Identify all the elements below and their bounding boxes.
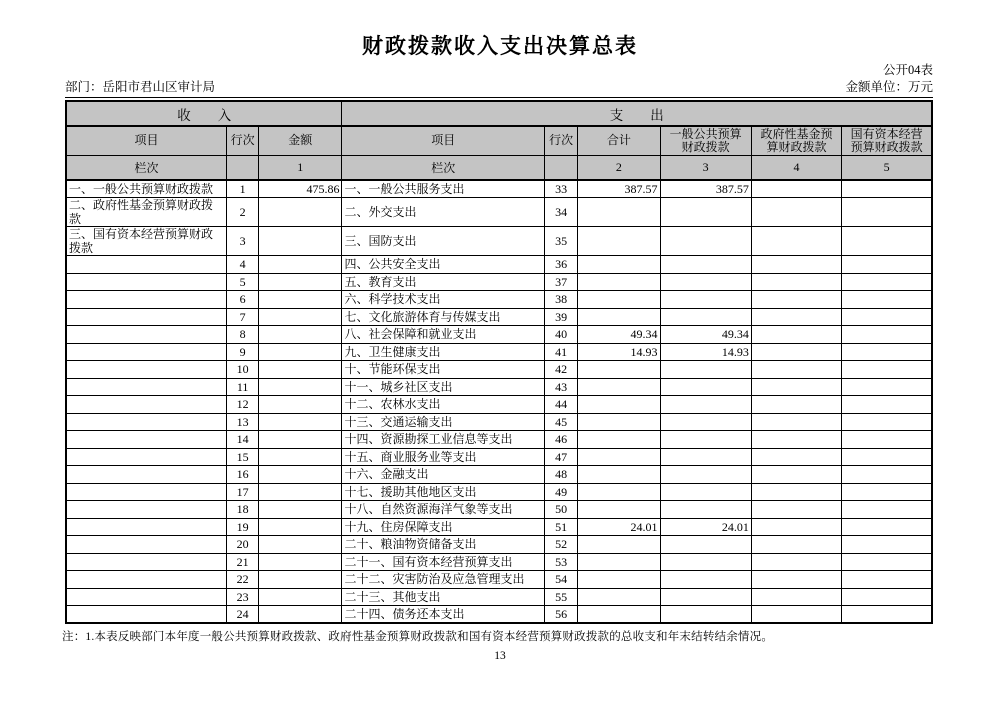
expense-item-cell: 十、节能环保支出 (342, 361, 545, 379)
income-amount-cell (259, 466, 342, 484)
expense-state-capital-cell (842, 431, 932, 449)
expense-line-cell: 56 (545, 606, 578, 624)
income-item-cell (66, 536, 227, 554)
expense-item-cell: 十二、农林水支出 (342, 396, 545, 414)
expense-total-cell (578, 396, 660, 414)
table-row (66, 180, 932, 198)
income-line-cell: 4 (227, 256, 259, 274)
income-item-cell (66, 326, 227, 344)
expense-gov-fund-cell (751, 198, 841, 227)
expense-state-capital-cell (842, 378, 932, 396)
income-amount-cell (259, 431, 342, 449)
expense-total-cell (578, 501, 660, 519)
income-item-cell (66, 378, 227, 396)
expense-line-cell: 41 (545, 343, 578, 361)
expense-state-capital-cell (842, 501, 932, 519)
expense-line-cell: 33 (545, 180, 578, 198)
expense-general-budget-cell: 49.34 (660, 326, 751, 344)
table-row (66, 291, 932, 309)
income-amount-cell (259, 518, 342, 536)
income-amount-cell: 475.86 (259, 180, 342, 198)
expense-line-cell: 50 (545, 501, 578, 519)
expense-item-cell: 二、外交支出 (342, 198, 545, 227)
table-row (66, 256, 932, 274)
expense-total-cell (578, 273, 660, 291)
lanci-row (66, 155, 932, 180)
expense-item-cell: 六、科学技术支出 (342, 291, 545, 309)
expense-line-cell: 39 (545, 308, 578, 326)
income-amount-cell (259, 227, 342, 256)
expense-general-budget-cell (660, 536, 751, 554)
expense-total-header: 合计 (578, 126, 660, 155)
expense-general-budget-cell: 24.01 (660, 518, 751, 536)
expense-line-cell: 34 (545, 198, 578, 227)
expense-general-budget-cell: 387.57 (660, 180, 751, 198)
expense-gov-fund-cell (751, 501, 841, 519)
table-row (66, 571, 932, 589)
income-line-cell: 6 (227, 291, 259, 309)
expense-line-cell: 44 (545, 396, 578, 414)
expense-general-budget-cell (660, 588, 751, 606)
unit-label: 金额单位：万元 (845, 80, 933, 94)
expense-total-cell (578, 308, 660, 326)
expense-state-capital-cell (842, 413, 932, 431)
expense-item-cell: 十七、援助其他地区支出 (342, 483, 545, 501)
expense-state-capital-cell (842, 606, 932, 624)
expense-band-header: 支 出 (342, 101, 932, 126)
expense-line-cell: 42 (545, 361, 578, 379)
expense-state-capital-cell (842, 291, 932, 309)
expense-state-capital-cell (842, 180, 932, 198)
income-lanci-line (227, 155, 259, 180)
expense-general-budget-cell (660, 227, 751, 256)
table-row (66, 536, 932, 554)
table-row (66, 431, 932, 449)
expense-item-cell: 七、文化旅游体育与传媒支出 (342, 308, 545, 326)
expense-gov-fund-cell (751, 180, 841, 198)
income-line-cell: 21 (227, 553, 259, 571)
expense-item-cell: 十八、自然资源海洋气象等支出 (342, 501, 545, 519)
expense-state-capital-cell (842, 227, 932, 256)
expense-line-cell: 35 (545, 227, 578, 256)
expense-gov-fund-cell (751, 361, 841, 379)
expense-general-budget-cell (660, 396, 751, 414)
expense-line-cell: 36 (545, 256, 578, 274)
income-line-header: 行次 (227, 126, 259, 155)
income-line-cell: 9 (227, 343, 259, 361)
expense-gov-fund-cell (751, 308, 841, 326)
expense-general-budget-cell (660, 256, 751, 274)
expense-total-cell (578, 413, 660, 431)
income-item-cell (66, 553, 227, 571)
income-amount-cell (259, 256, 342, 274)
income-line-cell: 24 (227, 606, 259, 624)
income-amount-cell (259, 343, 342, 361)
expense-general-budget-header: 一般公共预算财政拨款 (660, 126, 751, 155)
income-line-cell: 8 (227, 326, 259, 344)
income-item-cell (66, 273, 227, 291)
expense-state-capital-cell (842, 396, 932, 414)
expense-gov-fund-cell (751, 273, 841, 291)
expense-lanci-label: 栏次 (342, 155, 545, 180)
expense-item-cell: 二十、粮油物资储备支出 (342, 536, 545, 554)
expense-general-budget-cell (660, 466, 751, 484)
expense-item-cell: 八、社会保障和就业支出 (342, 326, 545, 344)
expense-state-capital-cell (842, 361, 932, 379)
expense-gov-fund-cell (751, 483, 841, 501)
income-item-cell (66, 431, 227, 449)
income-lanci-amount: 1 (259, 155, 342, 180)
income-amount-cell (259, 413, 342, 431)
income-item-cell (66, 588, 227, 606)
expense-item-cell: 十四、资源勘探工业信息等支出 (342, 431, 545, 449)
income-line-cell: 16 (227, 466, 259, 484)
table-row (66, 483, 932, 501)
income-amount-cell (259, 536, 342, 554)
band-row (66, 101, 932, 126)
expense-general-budget-cell (660, 361, 751, 379)
expense-general-budget-cell (660, 501, 751, 519)
expense-line-cell: 43 (545, 378, 578, 396)
income-item-cell (66, 343, 227, 361)
expense-lanci-state-capital: 5 (842, 155, 932, 180)
income-amount-header: 金额 (259, 126, 342, 155)
expense-item-cell: 十一、城乡社区支出 (342, 378, 545, 396)
expense-item-cell: 五、教育支出 (342, 273, 545, 291)
expense-total-cell (578, 431, 660, 449)
income-item-cell (66, 413, 227, 431)
expense-total-cell (578, 198, 660, 227)
income-amount-cell (259, 606, 342, 624)
income-band-header: 收 入 (66, 101, 342, 126)
income-amount-cell (259, 396, 342, 414)
expense-gov-fund-header: 政府性基金预算财政拨款 (751, 126, 841, 155)
income-amount-cell (259, 198, 342, 227)
expense-general-budget-cell (660, 448, 751, 466)
table-row (66, 396, 932, 414)
doc-label: 公开04表 (882, 63, 933, 77)
income-item-cell: 一、一般公共预算财政拨款 (66, 180, 227, 198)
table-row (66, 343, 932, 361)
income-item-header: 项目 (66, 126, 227, 155)
income-line-cell: 14 (227, 431, 259, 449)
expense-gov-fund-cell (751, 466, 841, 484)
income-line-cell: 20 (227, 536, 259, 554)
expense-item-cell: 十九、住房保障支出 (342, 518, 545, 536)
table-row (66, 588, 932, 606)
page-number: 13 (494, 650, 506, 662)
expense-line-header: 行次 (545, 126, 578, 155)
expense-gov-fund-cell (751, 431, 841, 449)
expense-state-capital-cell (842, 483, 932, 501)
expense-state-capital-cell (842, 571, 932, 589)
expense-total-cell (578, 291, 660, 309)
income-item-cell (66, 466, 227, 484)
expense-state-capital-header: 国有资本经营预算财政拨款 (842, 126, 932, 155)
income-line-cell: 3 (227, 227, 259, 256)
income-amount-cell (259, 326, 342, 344)
footnote: 注：1.本表反映部门本年度一般公共预算财政拨款、政府性基金预算财政拨款和国有资本经营预算财政拨款的总收支和年末结转结余情况。 (62, 631, 774, 643)
expense-item-cell: 二十一、国有资本经营预算支出 (342, 553, 545, 571)
expense-lanci-gov-fund: 4 (751, 155, 841, 180)
expense-state-capital-cell (842, 553, 932, 571)
income-amount-cell (259, 501, 342, 519)
income-amount-cell (259, 483, 342, 501)
expense-item-header: 项目 (342, 126, 545, 155)
expense-state-capital-cell (842, 198, 932, 227)
table-row (66, 466, 932, 484)
expense-item-cell: 二十四、债务还本支出 (342, 606, 545, 624)
income-line-cell: 15 (227, 448, 259, 466)
expense-item-cell: 十六、金融支出 (342, 466, 545, 484)
expense-general-budget-cell (660, 553, 751, 571)
expense-line-cell: 51 (545, 518, 578, 536)
expense-state-capital-cell (842, 536, 932, 554)
expense-gov-fund-cell (751, 227, 841, 256)
table-row (66, 273, 932, 291)
expense-line-cell: 46 (545, 431, 578, 449)
meta-row (65, 79, 933, 98)
expense-state-capital-cell (842, 448, 932, 466)
expense-item-cell: 一、一般公共服务支出 (342, 180, 545, 198)
expense-gov-fund-cell (751, 396, 841, 414)
expense-line-cell: 53 (545, 553, 578, 571)
expense-state-capital-cell (842, 466, 932, 484)
income-item-cell (66, 256, 227, 274)
income-line-cell: 19 (227, 518, 259, 536)
table-row (66, 606, 932, 624)
expense-state-capital-cell (842, 518, 932, 536)
department-label: 部门：岳阳市君山区审计局 (65, 80, 216, 94)
expense-general-budget-cell (660, 431, 751, 449)
expense-total-cell (578, 553, 660, 571)
table-row (66, 448, 932, 466)
expense-item-cell: 十五、商业服务业等支出 (342, 448, 545, 466)
expense-gov-fund-cell (751, 588, 841, 606)
expense-total-cell (578, 256, 660, 274)
expense-state-capital-cell (842, 343, 932, 361)
expense-line-cell: 37 (545, 273, 578, 291)
expense-total-cell: 24.01 (578, 518, 660, 536)
income-item-cell (66, 483, 227, 501)
expense-total-cell (578, 536, 660, 554)
expense-total-cell: 387.57 (578, 180, 660, 198)
expense-gov-fund-cell (751, 256, 841, 274)
expense-item-cell: 十三、交通运输支出 (342, 413, 545, 431)
income-amount-cell (259, 291, 342, 309)
expense-state-capital-cell (842, 256, 932, 274)
expense-total-cell (578, 227, 660, 256)
income-amount-cell (259, 273, 342, 291)
expense-gov-fund-cell (751, 536, 841, 554)
expense-line-cell: 54 (545, 571, 578, 589)
expense-item-cell: 九、卫生健康支出 (342, 343, 545, 361)
expense-total-cell (578, 571, 660, 589)
page-title: 财政拨款收入支出决算总表 (362, 34, 638, 58)
expense-gov-fund-cell (751, 378, 841, 396)
expense-total-cell (578, 588, 660, 606)
income-line-cell: 18 (227, 501, 259, 519)
expense-total-cell: 49.34 (578, 326, 660, 344)
column-header-row (66, 126, 932, 155)
income-line-cell: 7 (227, 308, 259, 326)
table-row (66, 198, 932, 227)
expense-lanci-total: 2 (578, 155, 660, 180)
income-amount-cell (259, 361, 342, 379)
expense-total-cell (578, 361, 660, 379)
income-item-cell (66, 501, 227, 519)
expense-general-budget-cell: 14.93 (660, 343, 751, 361)
expense-general-budget-cell (660, 413, 751, 431)
expense-item-cell: 三、国防支出 (342, 227, 545, 256)
expense-item-cell: 四、公共安全支出 (342, 256, 545, 274)
expense-general-budget-cell (660, 273, 751, 291)
expense-line-cell: 40 (545, 326, 578, 344)
income-item-cell: 二、政府性基金预算财政拨款 (66, 198, 227, 227)
income-line-cell: 2 (227, 198, 259, 227)
income-amount-cell (259, 571, 342, 589)
expense-gov-fund-cell (751, 606, 841, 624)
income-item-cell (66, 606, 227, 624)
table-row (66, 227, 932, 256)
income-line-cell: 22 (227, 571, 259, 589)
expense-line-cell: 38 (545, 291, 578, 309)
table-row (66, 361, 932, 379)
income-item-cell (66, 448, 227, 466)
income-amount-cell (259, 448, 342, 466)
expense-line-cell: 49 (545, 483, 578, 501)
expense-total-cell (578, 483, 660, 501)
expense-gov-fund-cell (751, 326, 841, 344)
expense-gov-fund-cell (751, 553, 841, 571)
expense-lanci-line (545, 155, 578, 180)
income-line-cell: 10 (227, 361, 259, 379)
income-item-cell (66, 396, 227, 414)
expense-general-budget-cell (660, 378, 751, 396)
expense-item-cell: 二十二、灾害防治及应急管理支出 (342, 571, 545, 589)
income-line-cell: 17 (227, 483, 259, 501)
expense-gov-fund-cell (751, 571, 841, 589)
income-line-cell: 13 (227, 413, 259, 431)
expense-general-budget-cell (660, 308, 751, 326)
income-lanci-label: 栏次 (66, 155, 227, 180)
expense-general-budget-cell (660, 606, 751, 624)
budget-table (65, 100, 933, 624)
table-row (66, 308, 932, 326)
income-line-cell: 11 (227, 378, 259, 396)
income-amount-cell (259, 553, 342, 571)
income-item-cell (66, 361, 227, 379)
table-row (66, 378, 932, 396)
expense-gov-fund-cell (751, 518, 841, 536)
expense-state-capital-cell (842, 308, 932, 326)
expense-line-cell: 55 (545, 588, 578, 606)
income-line-cell: 23 (227, 588, 259, 606)
expense-line-cell: 48 (545, 466, 578, 484)
table-row (66, 518, 932, 536)
expense-line-cell: 47 (545, 448, 578, 466)
expense-gov-fund-cell (751, 291, 841, 309)
income-item-cell (66, 308, 227, 326)
expense-general-budget-cell (660, 198, 751, 227)
income-item-cell: 三、国有资本经营预算财政拨款 (66, 227, 227, 256)
table-row (66, 326, 932, 344)
expense-general-budget-cell (660, 571, 751, 589)
expense-lanci-general-budget: 3 (660, 155, 751, 180)
income-line-cell: 1 (227, 180, 259, 198)
expense-total-cell (578, 606, 660, 624)
table-row (66, 501, 932, 519)
expense-state-capital-cell (842, 588, 932, 606)
expense-gov-fund-cell (751, 343, 841, 361)
income-item-cell (66, 518, 227, 536)
income-item-cell (66, 291, 227, 309)
expense-line-cell: 45 (545, 413, 578, 431)
expense-general-budget-cell (660, 291, 751, 309)
expense-state-capital-cell (842, 326, 932, 344)
income-amount-cell (259, 378, 342, 396)
income-amount-cell (259, 308, 342, 326)
income-line-cell: 12 (227, 396, 259, 414)
expense-gov-fund-cell (751, 413, 841, 431)
expense-total-cell (578, 466, 660, 484)
table-row (66, 413, 932, 431)
expense-total-cell (578, 378, 660, 396)
expense-state-capital-cell (842, 273, 932, 291)
table-row (66, 553, 932, 571)
expense-item-cell: 二十三、其他支出 (342, 588, 545, 606)
income-item-cell (66, 571, 227, 589)
expense-general-budget-cell (660, 483, 751, 501)
expense-line-cell: 52 (545, 536, 578, 554)
expense-total-cell: 14.93 (578, 343, 660, 361)
income-line-cell: 5 (227, 273, 259, 291)
income-amount-cell (259, 588, 342, 606)
expense-total-cell (578, 448, 660, 466)
expense-gov-fund-cell (751, 448, 841, 466)
